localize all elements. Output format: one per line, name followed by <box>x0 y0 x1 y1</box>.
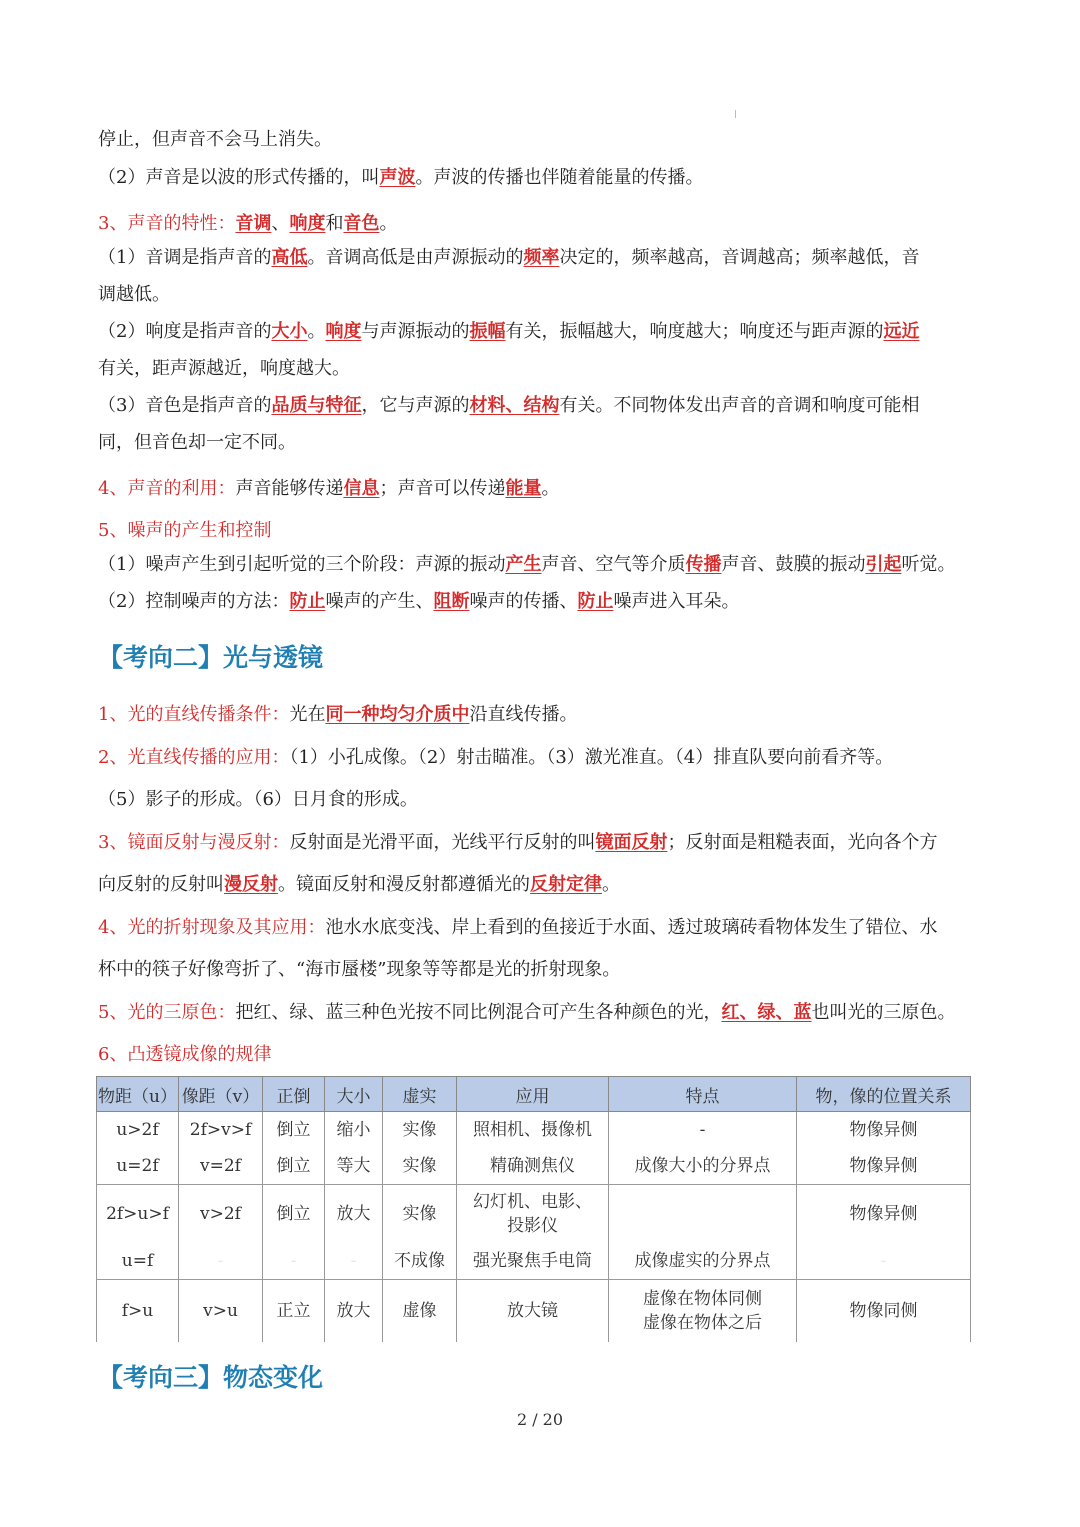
paragraph-loudness <box>98 320 919 344</box>
text: 。 <box>307 321 326 342</box>
table-cell: 倒立 <box>263 1185 325 1244</box>
table-header: 大小 <box>325 1077 383 1112</box>
table-cell: 成像虚实的分界点 <box>609 1243 797 1280</box>
keyword: 红、绿、蓝 <box>721 1002 812 1023</box>
table-cell: 倒立 <box>263 1112 325 1149</box>
table-header: 特点 <box>609 1077 797 1112</box>
text: 也叫光的三原色。 <box>811 1002 956 1023</box>
paragraph-pitch <box>98 246 919 270</box>
text: 同，但音色却一定不同。 <box>98 432 296 453</box>
paragraph-timbre-cont <box>98 431 296 455</box>
table-row <box>97 1112 971 1149</box>
keyword: 材料、结构 <box>469 395 560 416</box>
keyword: 产生 <box>505 554 542 575</box>
text: 调越低。 <box>98 284 170 305</box>
item-primary-colors <box>98 1001 955 1025</box>
text: （1）音调是指声音的 <box>98 247 272 268</box>
text: （2）响度是指声音的 <box>98 321 272 342</box>
keyword: 声波 <box>379 167 416 188</box>
item-title: 4、声音的利用： <box>98 478 236 499</box>
text: 沿直线传播。 <box>469 704 578 725</box>
paragraph-noise-stages <box>98 553 955 577</box>
table-cell: 强光聚焦手电筒 <box>457 1243 609 1280</box>
text: 与声源振动的 <box>361 321 470 342</box>
text: 噪声进入耳朵。 <box>613 591 740 612</box>
table-cell: 倒立 <box>263 1148 325 1185</box>
table-cell: 物像同侧 <box>797 1280 971 1343</box>
table-cell: 照相机、摄像机 <box>457 1112 609 1149</box>
table-cell: - <box>797 1243 971 1280</box>
table-header: 正倒 <box>263 1077 325 1112</box>
table-cell: 不成像 <box>383 1243 457 1280</box>
table-cell: u=2f <box>97 1148 179 1185</box>
paragraph-reflection-cont <box>98 873 620 897</box>
table-cell: 正立 <box>263 1280 325 1343</box>
item-title: 6、凸透镜成像的规律 <box>98 1044 272 1065</box>
keyword: 信息 <box>343 478 380 499</box>
text: （1）小孔成像。（2）射击瞄准。（3）激光准直。（4）排直队要向前看齐等。 <box>289 747 894 768</box>
table-cell: 实像 <box>383 1185 457 1244</box>
text: 有关。不同物体发出声音的音调和响度可能相 <box>559 395 920 416</box>
text: 向反射的反射叫 <box>98 874 224 895</box>
item-title: 3、镜面反射与漫反射： <box>98 832 290 853</box>
text: 把红、绿、蓝三种色光按不同比例混合可产生各种颜色的光， <box>235 1002 722 1023</box>
text: 光在 <box>289 704 326 725</box>
text: 决定的，频率越高，音调越高；频率越低，音 <box>559 247 920 268</box>
table-cell: 虚像在物体同侧 虚像在物体之后 <box>609 1280 797 1343</box>
keyword: 防止 <box>289 591 326 612</box>
item-title: 3、声音的特性： <box>98 213 236 234</box>
table-cell: f>u <box>97 1280 179 1343</box>
item-noise <box>98 519 271 543</box>
page-number: 2 / 20 <box>516 1410 564 1429</box>
paragraph-sound-continued <box>98 128 332 152</box>
item-title: 1、光的直线传播条件： <box>98 704 290 725</box>
table-cell: 等大 <box>325 1148 383 1185</box>
table-cell: 放大镜 <box>457 1280 609 1343</box>
table-cell: v>2f <box>179 1185 263 1244</box>
text: （3）音色是指声音的 <box>98 395 272 416</box>
text: 。镜面反射和漫反射都遵循光的 <box>278 874 530 895</box>
item-light-applications <box>98 746 893 770</box>
table-cell: 2f>v>f <box>179 1112 263 1149</box>
table-cell: 成像大小的分界点 <box>609 1148 797 1185</box>
table-cell: - <box>263 1243 325 1280</box>
table-cell: v=2f <box>179 1148 263 1185</box>
item-light-straight <box>98 703 577 727</box>
keyword: 漫反射 <box>224 874 278 895</box>
table-cell: u=f <box>97 1243 179 1280</box>
keyword: 响度 <box>325 321 362 342</box>
table-cell: 幻灯机、电影、 投影仪 <box>457 1185 609 1244</box>
item-reflection <box>98 831 937 855</box>
keyword: 防止 <box>577 591 614 612</box>
table-cell <box>609 1185 797 1244</box>
item-convex-lens <box>98 1043 271 1067</box>
item-title: 5、光的三原色： <box>98 1002 236 1023</box>
text: 声音、鼓膜的振动 <box>721 554 866 575</box>
table-cell: 实像 <box>383 1148 457 1185</box>
table-cell: 实像 <box>383 1112 457 1149</box>
text: 声音、空气等介质 <box>541 554 686 575</box>
table-cell: 物像异侧 <box>797 1112 971 1149</box>
section-heading-states-of-matter: 【考向三】物态变化 <box>98 1363 324 1392</box>
item-sound-characteristics <box>98 212 397 236</box>
text: 。 <box>602 874 620 895</box>
table-row <box>97 1185 971 1244</box>
keyword: 同一种均匀介质中 <box>325 704 470 725</box>
text: （2）控制噪声的方法： <box>98 591 290 612</box>
text: 和 <box>325 213 344 234</box>
keyword: 能量 <box>505 478 542 499</box>
table-header-row <box>97 1077 971 1112</box>
keyword: 镜面反射 <box>595 832 668 853</box>
item-title: 4、光的折射现象及其应用： <box>98 917 326 938</box>
keyword: 品质与特征 <box>271 395 362 416</box>
keyword: 阻断 <box>433 591 470 612</box>
page-mark <box>735 110 736 118</box>
table-header: 物，像的位置关系 <box>797 1077 971 1112</box>
keyword: 音色 <box>343 213 380 234</box>
paragraph-sound-wave <box>98 166 703 190</box>
section-heading-light: 【考向二】光与透镜 <box>98 643 324 672</box>
keyword: 远近 <box>883 321 920 342</box>
text: 杯中的筷子好像弯折了、“海市蜃楼”现象等等都是光的折射现象。 <box>98 959 621 980</box>
keyword: 高低 <box>271 247 308 268</box>
paragraph-noise-control <box>98 590 739 614</box>
text: 池水水底变浅、岸上看到的鱼接近于水面、透过玻璃砖看物体发生了错位、水 <box>325 917 938 938</box>
table-cell: 2f>u>f <box>97 1185 179 1244</box>
item-title: 2、光直线传播的应用： <box>98 747 290 768</box>
text: 。声波的传播也伴随着能量的传播。 <box>415 167 704 188</box>
keyword: 响度 <box>289 213 326 234</box>
text: 反射面是光滑平面，光线平行反射的叫 <box>289 832 596 853</box>
table-cell: 虚像 <box>383 1280 457 1343</box>
keyword: 传播 <box>685 554 722 575</box>
keyword: 反射定律 <box>530 874 602 895</box>
text: 有关，距声源越近，响度越大。 <box>98 358 350 379</box>
table-cell: 放大 <box>325 1185 383 1244</box>
convex-lens-table <box>96 1076 971 1342</box>
item-sound-use <box>98 477 559 501</box>
text: ；声音可以传递 <box>379 478 506 499</box>
text: 。 <box>379 213 398 234</box>
table-cell: - <box>325 1243 383 1280</box>
table-header: 虚实 <box>383 1077 457 1112</box>
table-row <box>97 1148 971 1185</box>
table-cell: - <box>609 1112 797 1149</box>
text: 有关，振幅越大，响度越大；响度还与距声源的 <box>505 321 884 342</box>
paragraph-pitch-cont <box>98 283 170 307</box>
table-cell: 放大 <box>325 1280 383 1343</box>
table-header: 应用 <box>457 1077 609 1112</box>
text: 。 <box>541 478 560 499</box>
keyword: 频率 <box>523 247 560 268</box>
keyword: 大小 <box>271 321 308 342</box>
text: ，它与声源的 <box>361 395 470 416</box>
paragraph-timbre <box>98 394 919 418</box>
text: （2）声音是以波的形式传播的，叫 <box>98 167 380 188</box>
keyword: 振幅 <box>469 321 506 342</box>
table-header: 像距（v） <box>179 1077 263 1112</box>
table-cell: v>u <box>179 1280 263 1343</box>
paragraph-light-applications-cont <box>98 788 418 812</box>
text: （5）影子的形成。（6）日月食的形成。 <box>98 789 418 810</box>
table-cell: 物像异侧 <box>797 1148 971 1185</box>
text: 噪声的产生、 <box>325 591 434 612</box>
table-cell: 物像异侧 <box>797 1185 971 1244</box>
table-cell: u>2f <box>97 1112 179 1149</box>
text: 、 <box>271 213 290 234</box>
table-cell: 缩小 <box>325 1112 383 1149</box>
table-row <box>97 1243 971 1280</box>
item-title: 5、噪声的产生和控制 <box>98 520 272 541</box>
text: ；反射面是粗糙表面，光向各个方 <box>667 832 938 853</box>
keyword: 音调 <box>235 213 272 234</box>
table-cell: 精确测焦仪 <box>457 1148 609 1185</box>
table-cell: - <box>179 1243 263 1280</box>
text: 。音调高低是由声源振动的 <box>307 247 524 268</box>
table-header: 物距（u） <box>97 1077 179 1112</box>
text: 噪声的传播、 <box>469 591 578 612</box>
item-refraction <box>98 916 937 940</box>
text: 声音能够传递 <box>235 478 344 499</box>
paragraph-refraction-cont <box>98 958 620 982</box>
text: （1）噪声产生到引起听觉的三个阶段：声源的振动 <box>98 554 506 575</box>
text: 听觉。 <box>901 554 956 575</box>
table-row <box>97 1280 971 1343</box>
paragraph-loudness-cont <box>98 357 350 381</box>
text: 停止，但声音不会马上消失。 <box>98 129 332 150</box>
keyword: 引起 <box>865 554 902 575</box>
